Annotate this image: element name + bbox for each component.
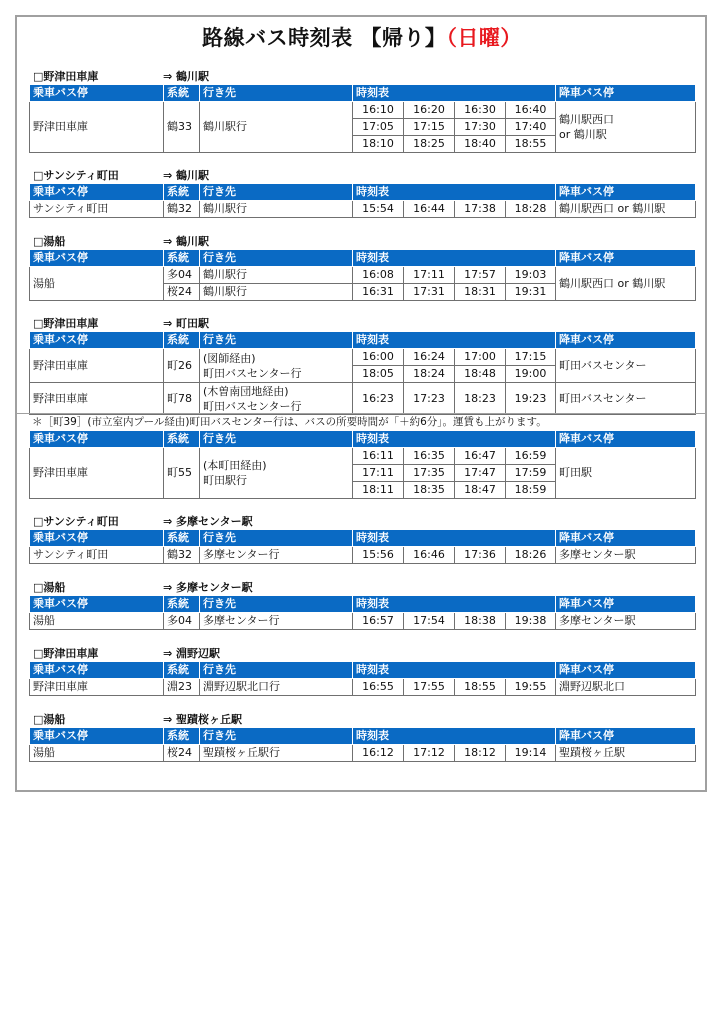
time-cell: 17:11 [404, 267, 455, 284]
time-cell: 16:47 [455, 448, 506, 465]
time-cell: 18:10 [353, 136, 404, 153]
stop-cell: 野津田車庫 [30, 679, 164, 696]
header-stop: 乗車バス停 [30, 662, 164, 679]
time-cell: 16:00 [353, 349, 404, 366]
header-route: 系統 [164, 184, 200, 201]
section-from: □野津田車庫 [33, 317, 99, 330]
time-cell: 18:24 [404, 366, 455, 383]
timetable [29, 430, 696, 499]
alight-cell: 町田駅 [556, 448, 696, 499]
header-dest: 行き先 [200, 728, 353, 745]
table-row [30, 267, 696, 284]
route-cell: 多04 [164, 613, 200, 630]
header-times: 時刻表 [353, 530, 556, 547]
header-route: 系統 [164, 728, 200, 745]
header-route: 系統 [164, 596, 200, 613]
dest-cell: 鶴川駅行 [200, 201, 353, 218]
header-times: 時刻表 [353, 85, 556, 102]
table-header [30, 85, 696, 102]
time-cell: 18:48 [455, 366, 506, 383]
timetable [29, 331, 696, 415]
section-from: □湯船 [33, 581, 66, 594]
stop-cell: 野津田車庫 [30, 383, 164, 415]
stop-cell: 野津田車庫 [30, 349, 164, 383]
header-stop: 乗車バス停 [30, 85, 164, 102]
time-cell: 19:55 [506, 679, 556, 696]
time-cell: 16:08 [353, 267, 404, 284]
header-stop: 乗車バス停 [30, 596, 164, 613]
stop-cell: サンシティ町田 [30, 547, 164, 564]
header-alight: 降車バス停 [556, 184, 696, 201]
header-alight: 降車バス停 [556, 596, 696, 613]
time-cell: 16:31 [353, 284, 404, 301]
header-stop: 乗車バス停 [30, 332, 164, 349]
fare-note: ＊［町39］(市立室内プール経由)町田バスセンター行は、バスの所要時間が「＋約6分」。運賃も上がります。 [32, 416, 547, 428]
section-from: □野津田車庫 [33, 647, 99, 660]
alight-cell: 鶴川駅西口 or 鶴川駅 [556, 102, 696, 153]
table-row [30, 547, 696, 564]
header-route: 系統 [164, 662, 200, 679]
time-cell: 18:12 [455, 745, 506, 762]
alight-cell: 多摩センター駅 [556, 547, 696, 564]
timetable [29, 595, 696, 630]
table-row [30, 448, 696, 465]
stop-cell: 野津田車庫 [30, 102, 164, 153]
header-alight: 降車バス停 [556, 250, 696, 267]
section-nozuta-machida-55 [29, 430, 696, 499]
time-cell: 17:36 [455, 547, 506, 564]
time-cell: 18:11 [353, 482, 404, 499]
header-dest: 行き先 [200, 431, 353, 448]
table-row [30, 349, 696, 366]
time-cell: 19:38 [506, 613, 556, 630]
time-cell: 16:10 [353, 102, 404, 119]
header-alight: 降車バス停 [556, 85, 696, 102]
table-row [30, 102, 696, 119]
route-cell: 鶴33 [164, 102, 200, 153]
route-cell: 町55 [164, 448, 200, 499]
dest-cell: (木曽南団地経由) 町田バスセンター行 [200, 383, 353, 415]
timetable [29, 84, 696, 153]
dest-cell: 鶴川駅行 [200, 284, 353, 301]
route-cell: 鶴32 [164, 201, 200, 218]
time-cell: 16:59 [506, 448, 556, 465]
section-to: ⇒ 鶴川駅 [163, 235, 210, 248]
header-times: 時刻表 [353, 250, 556, 267]
time-cell: 18:55 [455, 679, 506, 696]
time-cell: 18:35 [404, 482, 455, 499]
time-cell: 15:54 [353, 201, 404, 218]
time-cell: 17:15 [506, 349, 556, 366]
time-cell: 16:57 [353, 613, 404, 630]
section-nozuta-tsurukawa [29, 69, 696, 153]
table-row [30, 679, 696, 696]
header-alight: 降車バス停 [556, 662, 696, 679]
dest-cell: (図師経由) 町田バスセンター行 [200, 349, 353, 383]
header-times: 時刻表 [353, 431, 556, 448]
time-cell: 17:23 [404, 383, 455, 415]
time-cell: 17:54 [404, 613, 455, 630]
alight-cell: 町田バスセンター [556, 349, 696, 383]
time-cell: 15:56 [353, 547, 404, 564]
alight-cell: 町田バスセンター [556, 383, 696, 415]
header-stop: 乗車バス停 [30, 184, 164, 201]
alight-cell: 鶴川駅西口 or 鶴川駅 [556, 201, 696, 218]
time-cell: 16:35 [404, 448, 455, 465]
route-cell: 淵23 [164, 679, 200, 696]
header-times: 時刻表 [353, 728, 556, 745]
header-alight: 降車バス停 [556, 728, 696, 745]
header-stop: 乗車バス停 [30, 250, 164, 267]
time-cell: 19:31 [506, 284, 556, 301]
section-yubune-tsurukawa [29, 234, 696, 301]
timetable [29, 727, 696, 762]
section-yubune-seiseki [29, 712, 696, 762]
page-title: 路線バス時刻表 【帰り】（日曜） [202, 26, 522, 50]
section-suncity-tsurukawa [29, 168, 696, 218]
section-to: ⇒ 聖蹟桜ヶ丘駅 [163, 713, 243, 726]
route-cell: 桜24 [164, 284, 200, 301]
table-row [30, 745, 696, 762]
time-cell: 18:31 [455, 284, 506, 301]
section-to: ⇒ 町田駅 [163, 317, 210, 330]
time-cell: 17:59 [506, 465, 556, 482]
time-cell: 16:46 [404, 547, 455, 564]
header-dest: 行き先 [200, 85, 353, 102]
header-times: 時刻表 [353, 184, 556, 201]
dest-cell: 多摩センター行 [200, 613, 353, 630]
time-cell: 16:23 [353, 383, 404, 415]
route-cell: 多04 [164, 267, 200, 284]
stop-cell: 湯船 [30, 613, 164, 630]
timetable [29, 183, 696, 218]
time-cell: 17:00 [455, 349, 506, 366]
time-cell: 18:59 [506, 482, 556, 499]
header-times: 時刻表 [353, 332, 556, 349]
dest-cell: 淵野辺駅北口行 [200, 679, 353, 696]
time-cell: 16:55 [353, 679, 404, 696]
section-from: □湯船 [33, 235, 66, 248]
section-from: □サンシティ町田 [33, 515, 119, 528]
header-route: 系統 [164, 85, 200, 102]
time-cell: 16:40 [506, 102, 556, 119]
table-row [30, 613, 696, 630]
section-from: □野津田車庫 [33, 70, 99, 83]
time-cell: 16:24 [404, 349, 455, 366]
dest-cell: (本町田経由) 町田駅行 [200, 448, 353, 499]
time-cell: 16:44 [404, 201, 455, 218]
time-cell: 17:30 [455, 119, 506, 136]
note-divider [15, 413, 707, 414]
header-alight: 降車バス停 [556, 530, 696, 547]
header-times: 時刻表 [353, 662, 556, 679]
header-dest: 行き先 [200, 596, 353, 613]
section-from: □湯船 [33, 713, 66, 726]
route-cell: 桜24 [164, 745, 200, 762]
time-cell: 17:57 [455, 267, 506, 284]
time-cell: 19:14 [506, 745, 556, 762]
header-route: 系統 [164, 431, 200, 448]
alight-cell: 多摩センター駅 [556, 613, 696, 630]
section-from: □サンシティ町田 [33, 169, 119, 182]
header-times: 時刻表 [353, 596, 556, 613]
section-to: ⇒ 多摩センター駅 [163, 581, 253, 594]
header-dest: 行き先 [200, 250, 353, 267]
section-to: ⇒ 多摩センター駅 [163, 515, 253, 528]
header-alight: 降車バス停 [556, 332, 696, 349]
header-dest: 行き先 [200, 530, 353, 547]
time-cell: 16:12 [353, 745, 404, 762]
time-cell: 17:35 [404, 465, 455, 482]
header-dest: 行き先 [200, 332, 353, 349]
time-cell: 19:00 [506, 366, 556, 383]
alight-cell: 聖蹟桜ヶ丘駅 [556, 745, 696, 762]
time-cell: 16:20 [404, 102, 455, 119]
time-cell: 18:28 [506, 201, 556, 218]
header-stop: 乗車バス停 [30, 431, 164, 448]
time-cell: 19:03 [506, 267, 556, 284]
time-cell: 18:38 [455, 613, 506, 630]
timetable [29, 249, 696, 301]
table-row [30, 383, 696, 415]
time-cell: 18:05 [353, 366, 404, 383]
time-cell: 17:55 [404, 679, 455, 696]
route-cell: 町26 [164, 349, 200, 383]
alight-cell: 淵野辺駅北口 [556, 679, 696, 696]
header-dest: 行き先 [200, 184, 353, 201]
time-cell: 18:55 [506, 136, 556, 153]
section-yubune-tama [29, 580, 696, 630]
time-cell: 17:47 [455, 465, 506, 482]
time-cell: 18:23 [455, 383, 506, 415]
route-cell: 鶴32 [164, 547, 200, 564]
header-route: 系統 [164, 250, 200, 267]
section-to: ⇒ 鶴川駅 [163, 169, 210, 182]
stop-cell: 野津田車庫 [30, 448, 164, 499]
time-cell: 17:31 [404, 284, 455, 301]
section-suncity-tama [29, 514, 696, 564]
stop-cell: サンシティ町田 [30, 201, 164, 218]
header-stop: 乗車バス停 [30, 728, 164, 745]
dest-cell: 聖蹟桜ヶ丘駅行 [200, 745, 353, 762]
time-cell: 18:47 [455, 482, 506, 499]
header-dest: 行き先 [200, 662, 353, 679]
header-route: 系統 [164, 332, 200, 349]
section-nozuta-fuchinobe [29, 646, 696, 696]
time-cell: 18:25 [404, 136, 455, 153]
time-cell: 18:26 [506, 547, 556, 564]
section-to: ⇒ 淵野辺駅 [163, 647, 221, 660]
dest-cell: 鶴川駅行 [200, 102, 353, 153]
time-cell: 16:30 [455, 102, 506, 119]
dest-cell: 鶴川駅行 [200, 267, 353, 284]
header-stop: 乗車バス停 [30, 530, 164, 547]
time-cell: 16:11 [353, 448, 404, 465]
header-alight: 降車バス停 [556, 431, 696, 448]
stop-cell: 湯船 [30, 267, 164, 301]
dest-cell: 多摩センター行 [200, 547, 353, 564]
timetable [29, 529, 696, 564]
time-cell: 17:15 [404, 119, 455, 136]
table-row [30, 201, 696, 218]
section-to: ⇒ 鶴川駅 [163, 70, 210, 83]
time-cell: 17:12 [404, 745, 455, 762]
time-cell: 17:05 [353, 119, 404, 136]
timetable [29, 661, 696, 696]
route-cell: 町78 [164, 383, 200, 415]
time-cell: 17:38 [455, 201, 506, 218]
header-route: 系統 [164, 530, 200, 547]
stop-cell: 湯船 [30, 745, 164, 762]
section-nozuta-machida [29, 316, 696, 415]
sunday-label: （日曜） [446, 26, 522, 50]
time-cell: 17:40 [506, 119, 556, 136]
time-cell: 17:11 [353, 465, 404, 482]
alight-cell: 鶴川駅西口 or 鶴川駅 [556, 267, 696, 301]
time-cell: 19:23 [506, 383, 556, 415]
time-cell: 18:40 [455, 136, 506, 153]
